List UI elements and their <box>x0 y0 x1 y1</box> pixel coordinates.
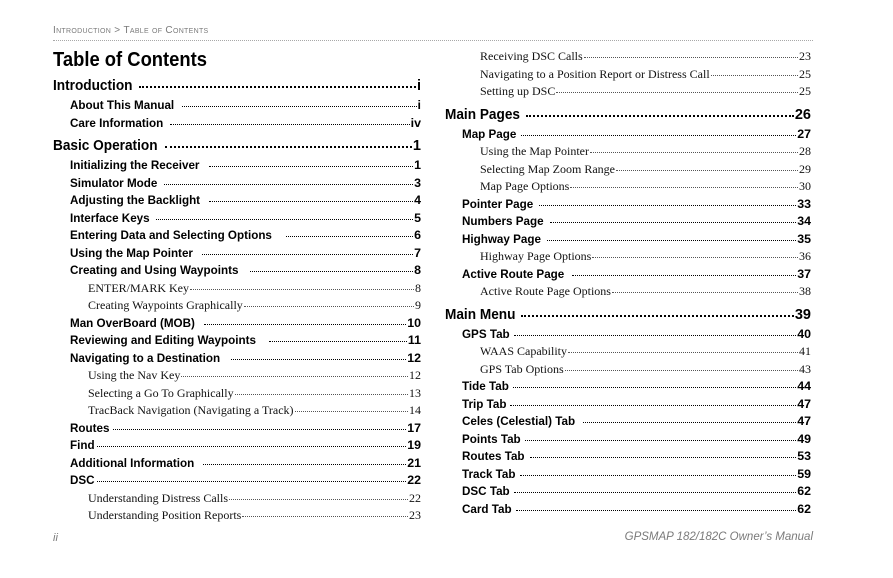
toc-entry-page: 35 <box>797 231 811 246</box>
toc-leader-dots <box>513 387 796 388</box>
breadcrumb-separator: > <box>114 25 121 36</box>
toc-leader-dots <box>539 205 796 206</box>
toc-entry-page: 1 <box>414 158 421 172</box>
toc-leader-dots <box>547 240 796 241</box>
toc-entry-gps-tab-options[interactable] <box>445 361 811 379</box>
toc-entry-title: Selecting a Go To Graphically <box>88 385 234 400</box>
toc-entry-selecting-a-go-to-graphically[interactable] <box>53 385 421 403</box>
toc-leader-dots <box>97 446 406 447</box>
toc-leader-dots <box>181 376 408 377</box>
toc-entry-page: 5 <box>414 210 421 225</box>
toc-entry-highway-page[interactable] <box>445 231 811 249</box>
toc-leader-dots <box>514 335 796 336</box>
toc-entry-page: 8 <box>414 263 421 277</box>
toc-entry-introduction[interactable] <box>53 75 421 97</box>
toc-leader-dots <box>556 92 798 93</box>
toc-leader-dots <box>229 499 408 500</box>
toc-leader-dots <box>520 475 796 476</box>
toc-entry-page: 30 <box>799 179 811 193</box>
toc-entry-understanding-position-reports[interactable] <box>53 507 421 525</box>
toc-entry-card-tab[interactable] <box>445 501 811 519</box>
toc-entry-simulator-mode[interactable] <box>53 175 421 193</box>
toc-entry-page: 19 <box>407 438 421 452</box>
toc-entry-page: 62 <box>797 501 811 516</box>
toc-entry-trip-tab[interactable] <box>445 396 811 414</box>
toc-leader-dots <box>612 292 798 293</box>
toc-entry-page: 23 <box>799 49 811 63</box>
toc-entry-page: 28 <box>799 144 811 158</box>
toc-leader-dots <box>209 201 413 202</box>
toc-entry-page: 6 <box>414 228 421 242</box>
toc-leader-dots <box>97 481 406 482</box>
toc-entry-page: 59 <box>797 466 811 481</box>
footer-page-number: ii <box>53 532 58 544</box>
toc-leader-dots <box>570 187 798 188</box>
toc-entry-page: 62 <box>797 484 811 498</box>
toc-leader-dots <box>572 275 796 276</box>
toc-entry-title: Main Menu <box>445 306 516 323</box>
toc-entry-waas-capability[interactable] <box>445 343 811 361</box>
toc-entry-title: GPS Tab <box>462 326 510 341</box>
toc-entry-track-tab[interactable] <box>445 466 811 484</box>
toc-entry-title: WAAS Capability <box>480 344 567 358</box>
toc-leader-dots <box>530 457 797 458</box>
toc-entry-title: Selecting Map Zoom Range <box>480 161 615 176</box>
toc-entry-navigating-to-a-destination[interactable] <box>53 350 421 368</box>
toc-leader-dots <box>202 254 413 255</box>
toc-entry-title: About This Manual <box>70 98 175 112</box>
toc-entry-page: 49 <box>797 431 811 446</box>
toc-entry-creating-waypoints-graphically[interactable] <box>53 297 421 315</box>
toc-leader-dots <box>711 75 798 76</box>
toc-leader-dots <box>235 394 408 395</box>
toc-entry-page: 3 <box>414 175 421 190</box>
toc-entry-reviewing-and-editing-waypoints[interactable] <box>53 332 421 350</box>
toc-entry-page: 4 <box>414 193 421 207</box>
toc-entry-page: 13 <box>409 385 421 400</box>
toc-entry-tide-tab[interactable] <box>445 378 811 396</box>
toc-entry-map-page[interactable] <box>445 126 811 144</box>
breadcrumb-section: Introduction <box>53 25 112 36</box>
toc-entry-title: Find <box>70 438 95 452</box>
toc-left-column <box>53 75 421 525</box>
toc-entry-main-pages[interactable] <box>445 104 811 126</box>
toc-entry-title: Highway Page Options <box>480 249 592 263</box>
toc-leader-dots <box>231 359 406 360</box>
toc-leader-dots <box>584 57 798 58</box>
toc-entry-man-overboard-mob[interactable] <box>53 315 421 333</box>
toc-entry-active-route-page-options[interactable] <box>445 283 811 301</box>
toc-entry-initializing-the-receiver[interactable] <box>53 157 421 175</box>
toc-leader-dots <box>550 222 796 223</box>
toc-entry-page: 25 <box>799 84 811 98</box>
toc-entry-title: Receiving DSC Calls <box>480 49 583 63</box>
toc-entry-page: 22 <box>407 473 421 487</box>
toc-leader-dots <box>244 306 414 307</box>
toc-leader-dots <box>526 115 794 117</box>
toc-entry-page: 47 <box>797 414 811 428</box>
toc-entry-title: Routes Tab <box>462 449 525 463</box>
toc-entry-additional-information[interactable] <box>53 455 421 473</box>
toc-leader-dots <box>583 422 796 423</box>
toc-entry-page: 40 <box>797 326 811 341</box>
toc-entry-page: 39 <box>794 306 811 323</box>
toc-entry-adjusting-the-backlight[interactable] <box>53 192 421 210</box>
toc-leader-dots <box>521 315 794 317</box>
toc-leader-dots <box>182 106 417 107</box>
toc-entry-dsc[interactable] <box>53 472 421 490</box>
toc-entry-entering-data-and-selecting-options[interactable] <box>53 227 421 245</box>
toc-entry-page: 12 <box>407 350 421 365</box>
toc-entry-page: i <box>416 78 421 94</box>
toc-leader-dots <box>139 86 416 88</box>
toc-entry-active-route-page[interactable] <box>445 266 811 284</box>
toc-entry-page: 14 <box>409 403 421 417</box>
toc-leader-dots <box>242 516 408 517</box>
toc-entry-page: 27 <box>797 126 811 141</box>
toc-leader-dots <box>516 510 796 511</box>
toc-entry-title: Map Page Options <box>480 179 570 193</box>
toc-entry-dsc-tab[interactable] <box>445 483 811 501</box>
toc-leader-dots <box>204 324 406 325</box>
toc-entry-page: 9 <box>415 298 421 312</box>
toc-right-column <box>445 48 811 518</box>
toc-entry-page: 7 <box>414 245 421 260</box>
toc-entry-tracback-navigation-navigating-a-track[interactable] <box>53 402 421 420</box>
toc-entry-page: 53 <box>797 449 811 463</box>
toc-entry-interface-keys[interactable] <box>53 210 421 228</box>
toc-entry-gps-tab[interactable] <box>445 326 811 344</box>
toc-entry-page: 34 <box>797 214 811 228</box>
toc-leader-dots <box>250 271 413 272</box>
toc-entry-page: 12 <box>409 368 421 382</box>
toc-leader-dots <box>190 289 414 290</box>
toc-leader-dots <box>203 464 406 465</box>
toc-entry-creating-and-using-waypoints[interactable] <box>53 262 421 280</box>
toc-entry-title: Creating Waypoints Graphically <box>88 298 243 312</box>
page-title: Table of Contents <box>53 49 208 71</box>
header-divider <box>53 40 813 41</box>
toc-entry-title: Tide Tab <box>462 379 509 393</box>
toc-entry-title: Main Pages <box>445 106 520 123</box>
toc-entry-title: Navigating to a Destination <box>70 350 221 365</box>
toc-entry-title: Reviewing and Editing Waypoints <box>70 333 256 347</box>
toc-entry-page: 47 <box>797 396 811 411</box>
toc-entry-title: DSC Tab <box>462 484 510 498</box>
toc-entry-title: TracBack Navigation (Navigating a Track) <box>88 403 294 417</box>
toc-entry-page: 8 <box>415 280 421 295</box>
toc-entry-title: Pointer Page <box>462 196 534 211</box>
toc-entry-title: Understanding Position Reports <box>88 508 242 522</box>
toc-leader-dots <box>525 440 796 441</box>
breadcrumb-current: Table of Contents <box>123 25 209 36</box>
toc-entry-celes-celestial-tab[interactable] <box>445 413 811 431</box>
toc-entry-page: i <box>417 98 421 112</box>
toc-entry-routes-tab[interactable] <box>445 448 811 466</box>
toc-entry-title: ENTER/MARK Key <box>88 280 189 295</box>
toc-entry-highway-page-options[interactable] <box>445 248 811 266</box>
toc-entry-receiving-dsc-calls[interactable] <box>445 48 811 66</box>
toc-entry-title: Additional Information <box>70 455 195 470</box>
toc-leader-dots <box>514 492 796 493</box>
toc-leader-dots <box>269 341 407 342</box>
toc-entry-title: Basic Operation <box>53 138 158 154</box>
toc-entry-title: Using the Map Pointer <box>480 144 589 158</box>
toc-entry-title: Entering Data and Selecting Options <box>70 228 272 242</box>
toc-entry-page: 11 <box>407 333 421 347</box>
toc-leader-dots <box>295 411 408 412</box>
toc-entry-page: iv <box>410 115 421 130</box>
toc-leader-dots <box>164 184 413 185</box>
toc-entry-title: Track Tab <box>462 466 516 481</box>
toc-entry-page: 33 <box>797 196 811 211</box>
toc-entry-title: Introduction <box>53 78 133 94</box>
toc-entry-title: Simulator Mode <box>70 175 158 190</box>
toc-leader-dots <box>510 405 796 406</box>
toc-leader-dots <box>156 219 413 220</box>
toc-entry-numbers-page[interactable] <box>445 213 811 231</box>
toc-entry-title: Adjusting the Backlight <box>70 193 201 207</box>
toc-entry-points-tab[interactable] <box>445 431 811 449</box>
toc-entry-page: 43 <box>799 361 811 376</box>
toc-entry-page: 44 <box>797 379 811 393</box>
toc-entry-routes[interactable] <box>53 420 421 438</box>
toc-entry-pointer-page[interactable] <box>445 196 811 214</box>
toc-leader-dots <box>568 352 798 353</box>
footer-manual-title: GPSMAP 182/182C Owner’s Manual <box>624 531 813 543</box>
toc-entry-understanding-distress-calls[interactable] <box>53 490 421 508</box>
toc-entry-page: 1 <box>412 138 421 154</box>
toc-entry-title: Using the Map Pointer <box>70 245 193 260</box>
toc-leader-dots <box>286 236 413 237</box>
toc-entry-page: 37 <box>797 266 811 281</box>
toc-entry-basic-operation[interactable] <box>53 135 421 157</box>
toc-entry-selecting-map-zoom-range[interactable] <box>445 161 811 179</box>
toc-entry-title: Trip Tab <box>462 396 507 411</box>
toc-entry-title: Routes <box>70 420 110 435</box>
toc-entry-title: GPS Tab Options <box>480 361 564 376</box>
toc-entry-page: 29 <box>799 161 811 176</box>
toc-entry-using-the-map-pointer[interactable] <box>53 245 421 263</box>
toc-leader-dots <box>590 152 798 153</box>
toc-entry-page: 25 <box>799 66 811 81</box>
toc-entry-page: 36 <box>799 249 811 263</box>
toc-entry-page: 21 <box>407 455 421 470</box>
toc-entry-title: Active Route Page <box>462 266 565 281</box>
toc-entry-navigating-to-a-position-report-or-distress-call[interactable] <box>445 66 811 84</box>
toc-leader-dots <box>592 257 798 258</box>
breadcrumb <box>53 25 813 36</box>
toc-entry-title: Initializing the Receiver <box>70 158 200 172</box>
toc-leader-dots <box>565 370 798 371</box>
toc-entry-title: Points Tab <box>462 431 521 446</box>
toc-entry-title: Interface Keys <box>70 210 150 225</box>
toc-entry-page: 41 <box>799 344 811 358</box>
toc-entry-title: DSC <box>70 473 95 487</box>
toc-leader-dots <box>170 124 410 125</box>
toc-leader-dots <box>616 170 798 171</box>
toc-entry-page: 17 <box>407 420 421 435</box>
toc-entry-enter-mark-key[interactable] <box>53 280 421 298</box>
toc-leader-dots <box>521 135 796 136</box>
toc-entry-care-information[interactable] <box>53 115 421 133</box>
toc-entry-using-the-nav-key[interactable] <box>53 367 421 385</box>
toc-entry-title: Map Page <box>462 126 517 141</box>
toc-entry-find[interactable] <box>53 437 421 455</box>
toc-leader-dots <box>209 166 413 167</box>
toc-entry-about-this-manual[interactable] <box>53 97 421 115</box>
toc-entry-main-menu[interactable] <box>445 304 811 326</box>
toc-entry-title: Card Tab <box>462 501 512 516</box>
toc-entry-title: Using the Nav Key <box>88 368 181 382</box>
toc-entry-title: Highway Page <box>462 231 541 246</box>
toc-entry-page: 10 <box>407 315 421 330</box>
toc-entry-using-the-map-pointer[interactable] <box>445 143 811 161</box>
toc-entry-page: 23 <box>409 508 421 522</box>
toc-entry-page: 26 <box>794 106 811 123</box>
toc-entry-title: Creating and Using Waypoints <box>70 263 239 277</box>
toc-leader-dots <box>165 146 412 148</box>
toc-entry-title: Celes (Celestial) Tab <box>462 414 576 428</box>
toc-entry-page: 38 <box>799 284 811 298</box>
toc-entry-title: Setting up DSC <box>480 84 556 98</box>
toc-entry-title: Care Information <box>70 115 164 130</box>
toc-entry-title: Numbers Page <box>462 214 544 228</box>
toc-entry-page: 22 <box>409 490 421 505</box>
toc-entry-setting-up-dsc[interactable] <box>445 83 811 101</box>
toc-entry-title: Active Route Page Options <box>480 284 611 298</box>
toc-leader-dots <box>113 429 406 430</box>
toc-entry-title: Navigating to a Position Report or Distress Call <box>480 66 710 81</box>
toc-entry-title: Understanding Distress Calls <box>88 490 228 505</box>
toc-entry-title: Man OverBoard (MOB) <box>70 315 195 330</box>
toc-entry-map-page-options[interactable] <box>445 178 811 196</box>
